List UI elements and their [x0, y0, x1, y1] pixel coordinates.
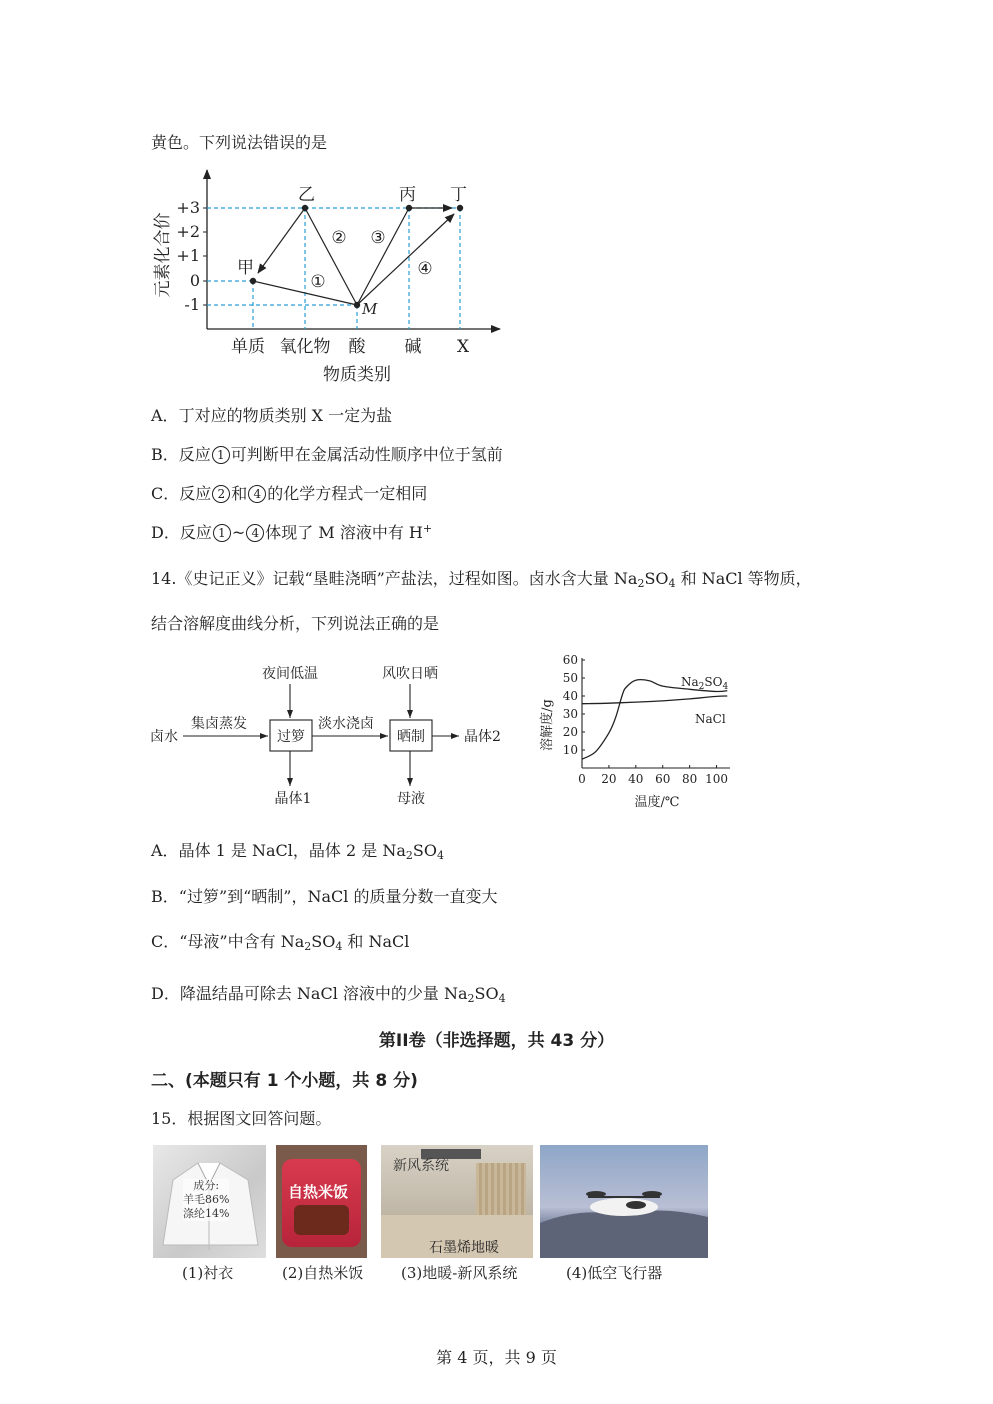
label-jia: 甲 [237, 258, 254, 278]
q14-option-b: B．“过箩”到“晒制”，NaCl 的质量分数一直变大 [151, 887, 498, 906]
valence-chart [148, 165, 508, 385]
flow-jiluzhengfa: 集卤蒸发 [191, 716, 247, 732]
solubility-chart [530, 650, 740, 815]
reaction-label-1: ① [310, 272, 326, 292]
reaction-label-2: ② [331, 228, 347, 248]
label-yi: 乙 [298, 185, 315, 205]
sol-y-tick-label: 40 [562, 689, 578, 703]
q13-option-b: B．反应 1 可判断甲在金属活动性顺序中位于氢前 [151, 445, 503, 464]
sol-y-tick-label: 60 [562, 653, 578, 667]
intro-text: 黄色。下列说法错误的是 [151, 133, 328, 152]
xinfeng-label: 新风系统 [393, 1158, 449, 1174]
flow-guolu: 过箩 [277, 729, 305, 745]
sol-series-label-na2so4: $Na_2SO_4$ [681, 675, 729, 692]
shirt-tag: 成分: 羊毛86% 涤纶14% [183, 1179, 230, 1220]
q13-option-a: A．丁对应的物质类别 X 一定为盐 [151, 406, 393, 425]
q14-option-c: C．“母液”中含有 $Na_2SO_4$ 和 NaCl [151, 932, 410, 953]
q15-stem: 15．根据图文回答问题。 [151, 1109, 332, 1128]
sol-ylabel: 溶解度/g [540, 699, 555, 751]
q13-option-c: C．反应 2 和 4 的化学方程式一定相同 [151, 484, 428, 503]
y-axis-label: 元素化合价 [153, 212, 173, 298]
x-axis-label: 物质类别 [323, 365, 391, 385]
y-tick-label: 0 [189, 271, 200, 290]
q14-stem-line1: 14.《史记正义》记载“垦畦浇晒”产盐法，过程如图。卤水含大量 $Na_2SO_4$ 和 NaCl 等物质， [151, 569, 812, 590]
reaction-label-3: ③ [370, 228, 386, 248]
flow-lushui: 卤水 [150, 729, 178, 745]
q14-stem-line2: 结合溶解度曲线分析，下列说法正确的是 [151, 614, 440, 633]
label-bing: 丙 [399, 185, 416, 205]
rice-label: 自热米饭 [288, 1183, 349, 1201]
point-m [354, 302, 360, 308]
label-ding: 丁 [450, 185, 467, 205]
sol-xlabel: 温度/℃ [634, 795, 680, 810]
point-yi [302, 205, 308, 211]
shimoxi-label: 石墨烯地暖 [429, 1240, 499, 1256]
x-category-label: X [456, 337, 470, 357]
caption-3: (3)地暖-新风系统 [401, 1264, 518, 1282]
sol-x-tick-label: 60 [655, 772, 671, 786]
y-tick-label: +3 [176, 198, 200, 217]
flow-muye: 母液 [397, 791, 425, 807]
line-m-to-bing [357, 208, 409, 305]
sol-series-label-nacl: NaCl [695, 712, 726, 726]
x-category-label: 酸 [348, 337, 366, 357]
arrow-yi-to-jia [258, 208, 305, 273]
sol-x-tick-label: 40 [628, 772, 644, 786]
caption-4: (4)低空飞行器 [566, 1264, 663, 1282]
point-jia [250, 278, 256, 284]
y-tick-label: +1 [176, 246, 200, 265]
y-tick-label: -1 [184, 295, 200, 314]
q14-option-a: A．晶体 1 是 NaCl，晶体 2 是 $Na_2SO_4$ [151, 841, 444, 862]
flow-jingti2: 晶体2 [464, 729, 501, 745]
point-ding [457, 205, 463, 211]
sol-series-line-1 [582, 696, 727, 704]
q14-option-d: D．降温结晶可除去 NaCl 溶液中的少量 $Na_2SO_4$ [151, 984, 506, 1005]
label-m: M [362, 300, 378, 318]
photo-rice [276, 1145, 367, 1258]
sol-x-tick-label: 20 [601, 772, 617, 786]
caption-1: (1)衬衣 [182, 1264, 234, 1282]
point-bing [406, 205, 412, 211]
y-tick-label: +2 [176, 222, 200, 241]
sol-y-tick-label: 30 [562, 707, 578, 721]
sol-x-tick-label: 100 [705, 772, 728, 786]
flow-danshuijiaolu: 淡水浇卤 [318, 716, 374, 732]
flow-yejiandiwen: 夜间低温 [262, 666, 318, 682]
photo-aircraft [540, 1145, 708, 1258]
x-category-label: 碱 [404, 337, 422, 357]
sol-x-tick-label: 0 [578, 772, 586, 786]
caption-2: (2)自热米饭 [282, 1264, 364, 1282]
sol-x-tick-label: 80 [681, 772, 698, 786]
flow-fengchuirishai: 风吹日晒 [382, 666, 438, 682]
section-2-title: 二、(本题只有 1 个小题，共 8 分) [151, 1071, 418, 1091]
aircraft-icon [540, 1145, 708, 1258]
photo-heating [381, 1145, 533, 1258]
salt-process-flow [145, 655, 525, 815]
reaction-label-4: ④ [417, 259, 433, 279]
section-ii-title: 第II卷（非选择题，共 43 分） [378, 1031, 615, 1051]
x-category-label: 单质 [231, 337, 265, 357]
sol-y-tick-label: 50 [562, 671, 578, 685]
x-category-label: 氧化物 [279, 337, 331, 357]
photo-shirt [153, 1145, 266, 1258]
sol-y-tick-label: 10 [562, 743, 578, 757]
sol-y-tick-label: 20 [562, 725, 578, 739]
q13-option-d: D．反应 1 ~ 4 体现了 M 溶液中有 H+ [151, 522, 433, 542]
flow-shaizhi: 晒制 [397, 729, 425, 745]
flow-jingti1: 晶体1 [274, 791, 312, 807]
page-footer: 第 4 页，共 9 页 [436, 1348, 557, 1367]
